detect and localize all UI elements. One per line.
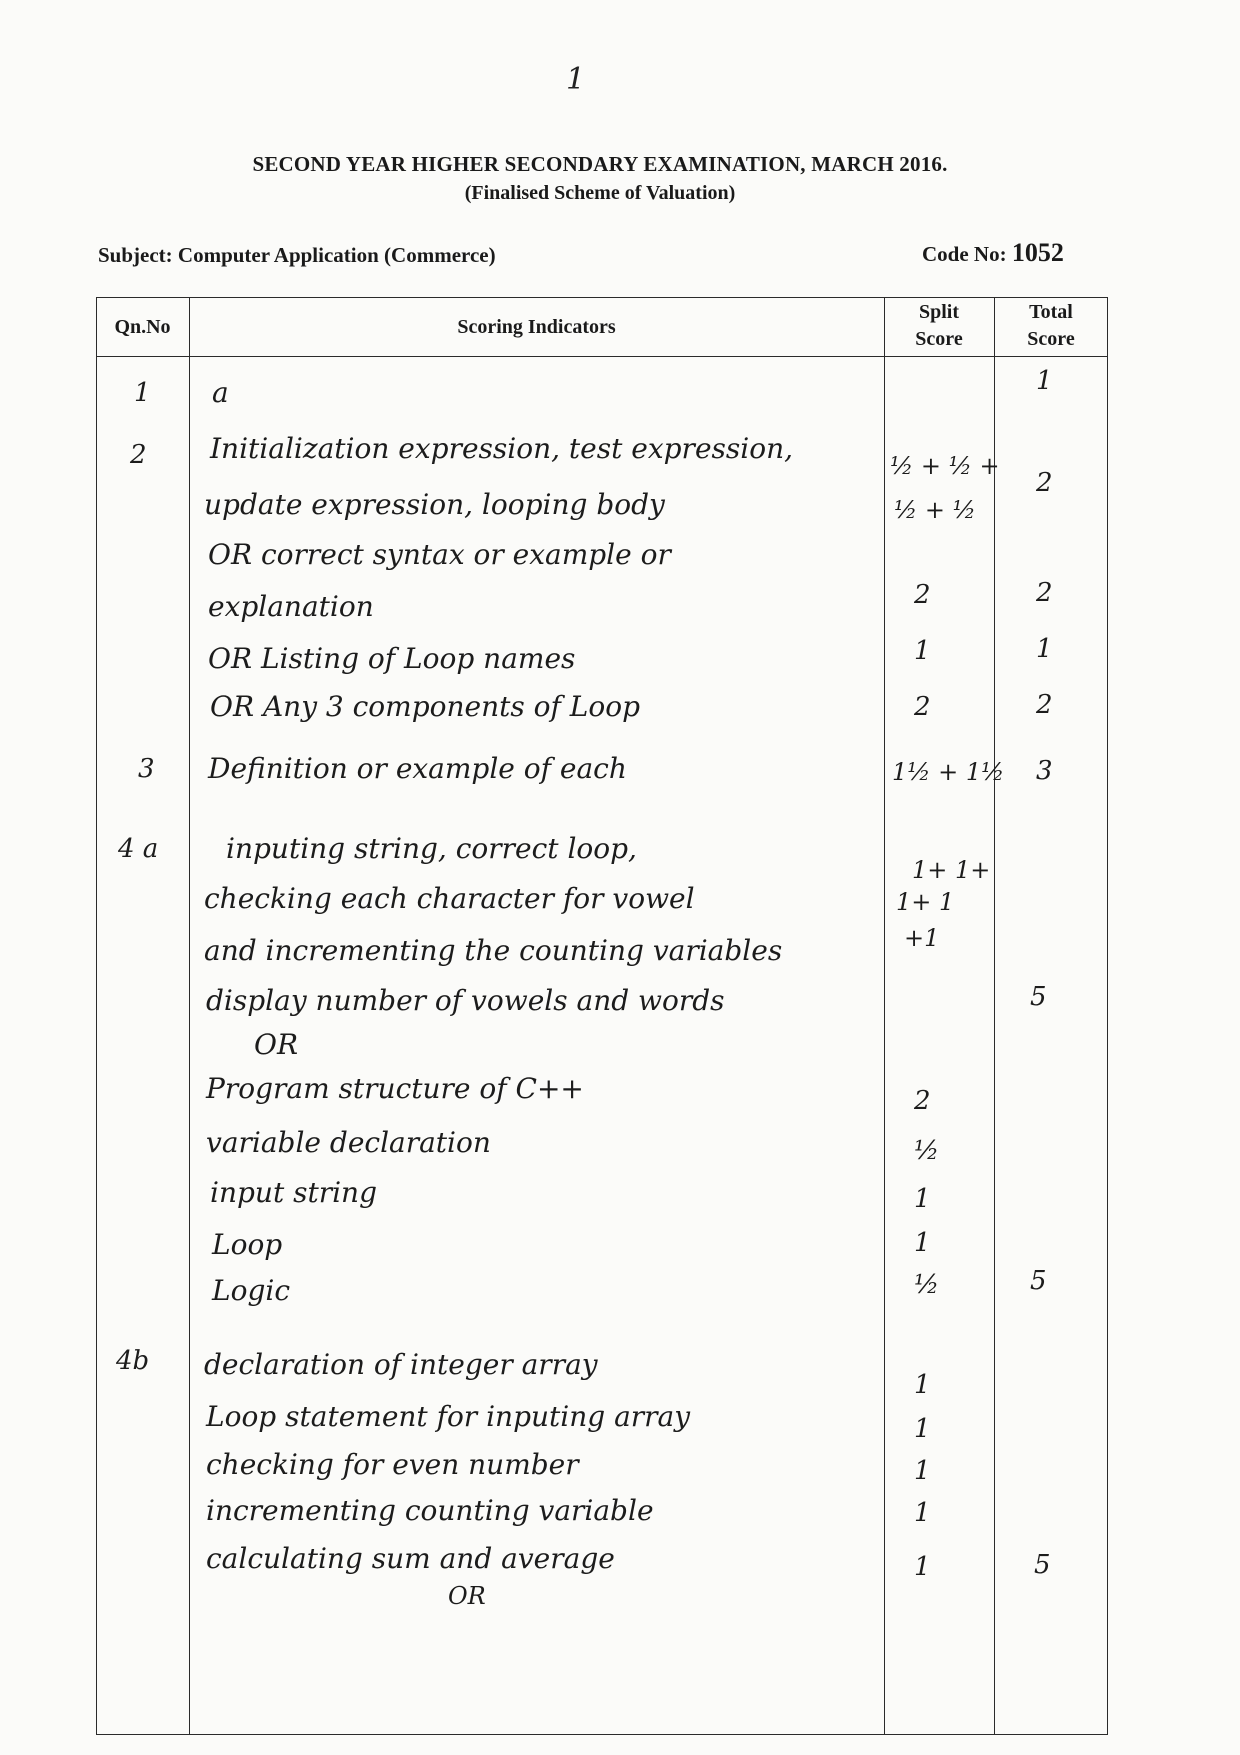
split-score: 1 <box>914 636 931 666</box>
total-score: 2 <box>1036 578 1053 608</box>
scoring-indicator: explanation <box>208 590 374 623</box>
total-header-line2: Score <box>1027 328 1075 350</box>
scoring-indicator: a <box>212 376 229 409</box>
scoring-indicator: and incrementing the counting variables <box>204 934 783 967</box>
scoring-indicator: input string <box>210 1176 378 1209</box>
scoring-indicator: Logic <box>212 1274 291 1307</box>
split-header-line1: Split <box>918 301 960 323</box>
split-header-line2: Score <box>915 328 963 350</box>
column-divider <box>884 297 885 1735</box>
split-score: 1+ 1 <box>896 888 955 916</box>
or-label: OR <box>448 1582 486 1610</box>
total-score: 5 <box>1030 982 1047 1012</box>
scoring-indicator: update expression, looping body <box>204 488 665 521</box>
question-number: 3 <box>138 754 155 784</box>
total-score: 5 <box>1030 1266 1047 1296</box>
scoring-indicator: Loop <box>212 1228 283 1261</box>
subject-line: Subject: Computer Application (Commerce) <box>98 243 496 267</box>
exam-title: SECOND YEAR HIGHER SECONDARY EXAMINATION, MARCH 2016. <box>252 152 948 176</box>
split-score: 2 <box>914 692 931 722</box>
scoring-indicator: calculating sum and average <box>206 1542 615 1575</box>
scoring-indicator: incrementing counting variable <box>206 1494 654 1527</box>
scoring-indicator: OR correct syntax or example or <box>208 538 671 571</box>
scoring-indicator: inputing string, correct loop, <box>226 832 637 865</box>
split-score: ½ <box>914 1270 940 1300</box>
scoring-indicator: Definition or example of each <box>208 752 627 785</box>
split-score: ½ <box>914 1136 940 1166</box>
split-score: 1½ + 1½ <box>892 758 1005 786</box>
page-number: 1 <box>566 62 586 97</box>
scoring-indicator: OR Any 3 components of Loop <box>210 690 641 723</box>
column-divider <box>994 297 995 1735</box>
scoring-indicator: checking for even number <box>206 1448 579 1481</box>
total-score: 5 <box>1034 1550 1051 1580</box>
split-score: 1+ 1+ <box>912 856 991 884</box>
split-score: 1 <box>914 1184 931 1214</box>
total-score: 1 <box>1036 634 1053 664</box>
scoring-indicator: OR Listing of Loop names <box>208 642 576 675</box>
exam-subtitle: (Finalised Scheme of Valuation) <box>464 182 736 204</box>
split-score: 1 <box>914 1370 931 1400</box>
split-score: ½ + ½ <box>894 496 976 524</box>
split-score: 2 <box>914 580 931 610</box>
total-score: 2 <box>1036 690 1053 720</box>
question-number: 4b <box>116 1346 150 1376</box>
column-header-split <box>884 299 994 353</box>
header-divider <box>96 356 1108 357</box>
split-score: 1 <box>914 1228 931 1258</box>
split-score: ½ + ½ + <box>890 452 1000 480</box>
or-label: OR <box>254 1028 299 1061</box>
split-score: 1 <box>914 1456 931 1486</box>
scoring-indicator: checking each character for vowel <box>204 882 695 915</box>
scoring-indicator: display number of vowels and words <box>206 984 725 1017</box>
column-divider <box>189 297 190 1735</box>
column-header-total <box>994 299 1108 353</box>
total-score: 2 <box>1036 468 1053 498</box>
scoring-indicator: Loop statement for inputing array <box>206 1400 691 1433</box>
code-label: Code No: <box>922 242 1007 266</box>
scoring-indicator: Initialization expression, test expression, <box>210 432 793 465</box>
code-line <box>922 238 1064 268</box>
split-score: +1 <box>904 924 940 952</box>
split-score: 1 <box>914 1414 931 1444</box>
column-header-qno: Qn.No <box>114 316 171 338</box>
question-number: 2 <box>130 440 147 470</box>
split-score: 2 <box>914 1086 931 1116</box>
split-score: 1 <box>914 1552 931 1582</box>
column-header-indicators: Scoring Indicators <box>457 316 616 338</box>
total-score: 1 <box>1036 366 1053 396</box>
scoring-indicator: variable declaration <box>206 1126 491 1159</box>
question-number: 4 a <box>118 834 159 864</box>
split-score: 1 <box>914 1498 931 1528</box>
scoring-indicator: Program structure of C++ <box>206 1072 584 1105</box>
question-number: 1 <box>134 378 151 408</box>
total-header-line1: Total <box>1029 301 1073 323</box>
code-value: 1052 <box>1011 238 1064 267</box>
scoring-indicator: declaration of integer array <box>204 1348 598 1381</box>
total-score: 3 <box>1036 756 1053 786</box>
